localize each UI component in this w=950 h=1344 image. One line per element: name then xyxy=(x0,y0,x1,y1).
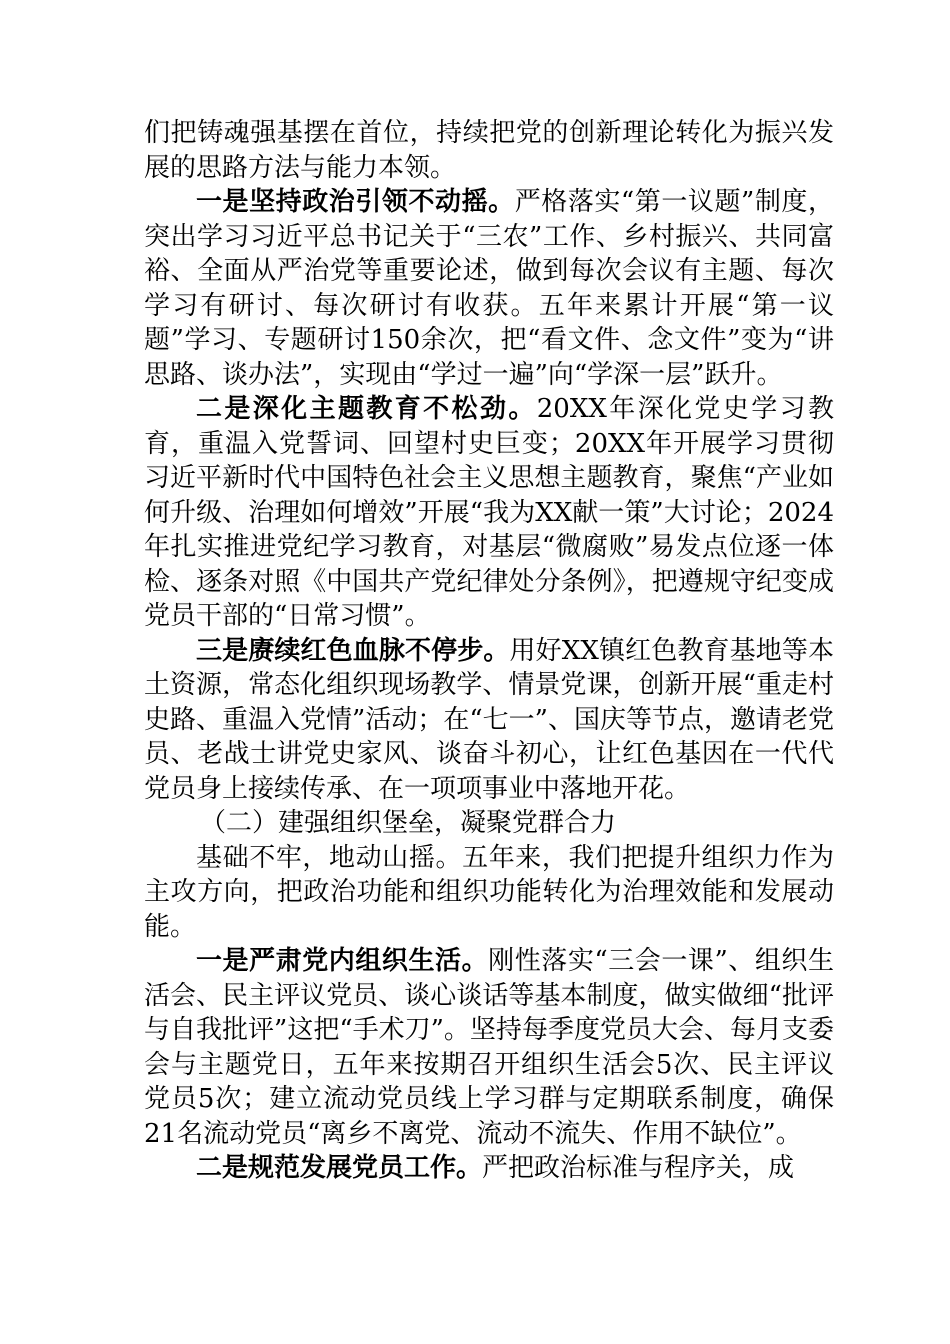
paragraph-4-text: 用好XX镇红色教育基地等本土资源，常态化组织现场教学、情景党课，创新开展“重走村史路、重温入党情”活动；在“七一”、国庆等节点，邀请老党员、老战士讲党史家风、谈奋斗初心，让红色基因在一代代党员身上接续传承、在一项项事业中落地开花。 xyxy=(144,635,834,804)
paragraph-4 xyxy=(144,634,834,807)
paragraph-2-lead: 一是坚持政治引领不动摇。 xyxy=(196,187,515,217)
paragraph-1-text: 们把铸魂强基摆在首位，持续把党的创新理论转化为振兴发展的思路方法与能力本领。 xyxy=(144,118,834,183)
paragraph-3 xyxy=(144,392,834,634)
paragraph-2 xyxy=(144,185,834,392)
paragraph-2-text: 严格落实“第一议题”制度，突出学习习近平总书记关于“三农”工作、乡村振兴、共同富裕、全面从严治党等重要论述，做到每次会议有主题、每次学习有研讨、每次研讨有收获。五年来累计开展“第一议题”学习、专题研讨150余次，把“看文件、念文件”变为“讲思路、谈办法”，实现由“学过一遍”向“学深一层”跃升。 xyxy=(144,187,834,390)
paragraph-3-text: 20XX年深化党史学习教育，重温入党誓词、回望村史巨变；20XX年开展学习贯彻习近平新时代中国特色社会主义思想主题教育，聚焦“产业如何升级、治理如何增效”开展“我为XX献一策”大讨论；2024年扎实推进党纪学习教育，对基层“微腐败”易发点位逐一体检、逐条对照《中国共产党纪律处分条例》，把遵规守纪变成党员干部的“日常习惯”。 xyxy=(144,394,834,631)
document-body xyxy=(144,116,834,1186)
section-heading xyxy=(144,806,834,841)
paragraph-7-lead: 一是严肃党内组织生活。 xyxy=(196,946,489,976)
paragraph-3-lead: 二是深化主题教育不松劲。 xyxy=(196,394,537,424)
paragraph-7-text: 刚性落实“三会一课”、组织生活会、民主评议党员、谈心谈话等基本制度，做实做细“批评与自我批评”这把“手术刀”。坚持每季度党员大会、每月支委会与主题党日，五年来按期召开组织生活会5次、民主评议党员5次；建立流动党员线上学习群与定期联系制度，确保21名流动党员“离乡不离党、流动不流失、作用不缺位”。 xyxy=(144,946,834,1149)
paragraph-6-text: 基础不牢，地动山摇。五年来，我们把提升组织力作为主攻方向，把政治功能和组织功能转化为治理效能和发展动能。 xyxy=(144,842,834,942)
paragraph-8-lead: 二是规范发展党员工作。 xyxy=(196,1153,483,1183)
paragraph-6 xyxy=(144,841,834,945)
paragraph-1 xyxy=(144,116,834,185)
section-heading-text: （二）建强组织堡垒，凝聚党群合力 xyxy=(200,808,617,838)
paragraph-8-text: 严把政治标准与程序关，成 xyxy=(482,1153,795,1183)
paragraph-8 xyxy=(144,1151,834,1186)
paragraph-7 xyxy=(144,944,834,1151)
paragraph-4-lead: 三是赓续红色血脉不停步。 xyxy=(196,635,510,666)
